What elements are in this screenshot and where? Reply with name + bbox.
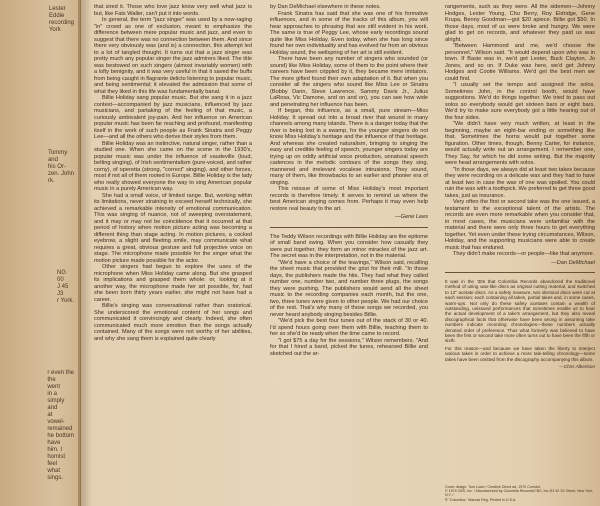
flap-text-block-3: NG 00 J 45 J3 r York. [56,270,74,304]
column-3 [445,4,595,504]
paragraph: "We didn't have very much written, at least in the beginning, maybe an eight-bar ending or something like that. Sometimes the horns would put together some figuration. Other times, though, Benny Carter, for instance, would actually write out an arrangement. I remember one, They Say, for which he did some writing. But the majority were head arrangements with solos. [445,121,595,166]
credit-line: ® "Columbia," Marcas Reg. Printed in U.S.A. [445,497,517,502]
paragraph: There have been any number of singers who sounded (or sound) like Miss Holiday, some of them to the point where their careers have been crippled by it, they became mere imitators. The more gifted found their own adaptation of it. But when you consider all the singers who sound like Miss Lee or Sinatra (Bobby Darin, Steve Lawrence, Sammy Davis Jr., Julius LaRosa, Vic Damone, and on and on), you can see how wide and penetrating her influence has been. [270,56,428,108]
author-signature: —Dan DeMichael [551,259,595,266]
paragraph: The Teddy Wilson recordings with Billie Holiday are the epitome of small band swing. When you consider how casually they were put together, they form an minor miracles of the jazz art. The secret was in the interpretation, not in the material. [270,233,428,259]
left-flap [0,0,81,506]
paragraph: They didn't make records—or people—like that anymore. [453,251,595,257]
paragraph: that sired it. Those who love jazz know very well what jazz is but, like Fats Waller, can't put it into words. [94,4,252,17]
paragraph: If began, this influence, as a small, pure stream—Miss Holiday. It spread out into a broad river that wound in many channels among many islands. There is a danger today that the river is being lost in a swamp, for the younger singers do not know Miss Holiday's heritage and the influence of that heritage. And whereas she created naturalism, bringing to singing the easy and credible feeling of speech, younger singers today are trying up on oddly artificial voice production, unnatural speech cadences in the melodic contours of the songs they sing, mannered and irrelevant vocalese intrusions. They sound, many of them, like throwbacks to an earlier and phonier era of singing. [270,108,428,186]
fold-shadow [78,0,92,506]
flap-text-block-4: r even the the went in a simply and at vowel- remained he bottom have him. I homist feel what sings. [47,370,74,481]
paragraph: Billie Holiday sang popular music. But she sang it in a jazz context—accompanied by jazz musicians, influenced by jazz musicians, and partaking of the feeling of that music, a curiously ambivalent joy-pain. And her influence on American popular music has been far reaching and profound, manifesting itself in the work of such people as Frank Sinatra and Peggy Lee—and all the others who derive their styles from them. [94,95,252,140]
column-1 [94,4,252,504]
note-paragraph: It was in the '30s that Columbia Records abandoned the traditional method of using wax-like discs as original cutting material, and switched to 12" acetate discs. As a safety measure, two identical discs were cut at each session; each containing all takes, partial takes and, in some cases, warm-ups. Not only do these safety acetates contain a wealth of outstanding, unissued performances that sometimes enable us to hear the actual development of a take's arrangement, but they also reveal discographical facts that otherwise have been wrong in assuming take numbers indicate recording chronologies—these numbers actually denoted order of preference. Thus what formerly was believed to have been the first or second take more often turns out to have been the fifth or sixth. [445,279,595,344]
credit-line: Cover design: Tom Lowe / Creative Direct ad, 1970 Comdot. [445,484,541,489]
credits [445,485,595,502]
paragraph: "We'd have a choice of the leavings," Wilson said, recalling the sheet music that provided the grist for their mill. "In those days, the publishers made the hits. They had what they called number one, number two, and number three plugs, the songs they were pushing. The publishers would send all the sheet music to the recording companies each month, but the one, two, three tunes were given to other people. We had our choice of the rest. That's why many of those songs we recorded, you never heard anybody singing besides Billie. [270,259,428,318]
paragraph: Frank Sinatra has said that she was one of his formative influences, and in some of the tracks of this album, you will hear approaches to phrasing that are still evident in his work. The same is true of Peggy Lee, whose early recordings sound quite like Miss Holiday. Even today, when she has long since found her own individuality and has evolved far from an obvious Holiday sound, the wellspring of her art is still evident. [270,10,428,56]
paragraph: "We'd pick the best four tunes out of the stack of 30 or 40. I'd spend hours going over them with Billie, teaching them to her so she'd be ready when the time came to record. [270,318,428,337]
paragraph: This reissue of some of Miss Holiday's most important records is therefore timely. It serves to remind us where the best American singing comes from. Perhaps it may even help restore real beauty to the art. [270,186,428,212]
flap-text-block-2: Tommy and his Or- zen. John rk. [47,150,74,184]
column-2 [270,4,428,504]
paragraph: "In those days, we always did at least two takes because they were recording on a delicate wax and they had to have at least two in case the wax of one was spoiled. You could ruin the wax with a toothpick. We preferred to get three good takes, just as insurance. [445,166,595,199]
paragraph: "I got $75 a day for the sessions," Wilson remembers. "And for that I hired a band, picked the tunes, rehearsed Billie and sketched out the ar- [270,337,428,357]
paragraph: Billie's singing was conversational rather than oratorical. She underscored the emotional content of her songs and communicated it convincingly and clearly. Indeed, she often communicated much more emotion than the songs actually contained. Many of the songs were not worthy of her abilities, and why she sang them is explained quite clearly [94,303,252,342]
section-divider [445,272,595,273]
paragraph: Very often the first or second take was the one issued, a testament to the exceptional talent of the artists. The records are even more remarkable when you consider that, in most cases, the musicians were unfamiliar with the material and there were only three hours to get everything together. Yet even under these trying circumstances, Wilson, Holiday, and the supporting musicians were able to create music that has endured. [445,199,595,251]
paragraph: Billie Holiday was an instinctive, natural singer, rather than a studied one. When she came on the scene in the 1930's, popular music was under the influence of vaudeville (loud, belting singing), of Irish sentimentalism (pure-voiced, and rather corny), of operetta (strong, "correct" singing), and other forces, most if not all of them rooted in Europe. Billie Holiday is the lady who really showed everyone the way to sing American popular music in a purely American way. [94,140,252,192]
author-signature: —Gene Lees [395,214,428,220]
paragraph: rangements, such as they were. All the sidemen—Johnny Hodges, Lester Young, Chu Berry, Roy Eldridge, Gene Krupa, Benny Goodman—got $20 apiece. Billie got $50. In those days, most of us were broke and hungry. We were glad to get on records, and whatever they paid us was alright. [445,4,595,43]
production-note [445,279,595,370]
note-paragraph: For this reason—and because we have taken the liberty to interject various takes in order to achieve a more tale-telling chronology—some takes have been omitted from the discography accompanying this album. [445,345,595,362]
paragraph: In general, the term "jazz singer" was used by a now-raging "in" crowd as one of exclusion, meant to emphasize the difference between mere popular music and jazz, and even to suggest that there was no connection between them. And since there very obviously was (and is) a connection, this attempt led to a lot of tangled thought. It turns out that a jazz singer was pretty much any popular singer the jazz admirers liked. The title was bestowed on such singers (almost invariably women) with a lofty benignity, and it was very useful in that it saved the buffs from being caught in flagrante delicto listening to popular music, and being sentimental; it elevated the admission that some of what they liked in this life was fundamentally banal. [94,17,252,95]
paragraph: Other singers had begun to explore the uses of the microphone when Miss Holiday came along. But she grasped its implications and grasped them whole: or, looking at it another way, the microphone made her art possible, for, had she been born thirty years earlier, she might not have had a career. [94,264,252,303]
credit-line: © 1974 CBS, Inc. / Manufactured by Columbia Records/CBS, Inc./51 W. 52 Street, New York, N.Y. / [445,489,594,498]
paragraph: "I usually set the tempo and assigned the solos. Sometimes John, in the control booth, would have suggestions. We'd do things together. We tried to pass out solos so everybody would get sixteen bars or eight bars. We'd try to make sure everybody got a little hearing out of the four sides. [445,82,595,121]
paragraph: by Dan DeMichael elsewhere in these notes. [270,4,381,10]
paragraph: "Between Hammond and me, we'd choose the personnel," Wilson said. "It would depend upon who was in town. If Basie was in, we'd get Lester, Buck Clayton, Jo Jones, and so on. If Duke was here, we'd get Johnny Hodges and Cootie Williams. We'd get the best men we could find. [445,43,595,82]
section-divider [270,227,428,228]
flap-text-block-1: Lester Eddie recording York [48,6,74,33]
note-signature: —Chris Albertson [559,364,595,370]
paragraph: She had a small voice, of limited range. But, working within its limitations, never straining to exceed herself technically, she achieved a remarkable intensity of emotional communication. This was singing of nuance, not of sweeping overstatement, and it may or may not be coincidence that it occurred at that period of history when motion picture acting was becoming a different thing than stage acting. In motion pictures, a cocked eyebrow, a slight and fleeting smile, may communicate what requires a great, obvious gesture and full projective voice on stage. The microphone made possible for the singer what the motion picture made possible for the actor. [94,192,252,264]
